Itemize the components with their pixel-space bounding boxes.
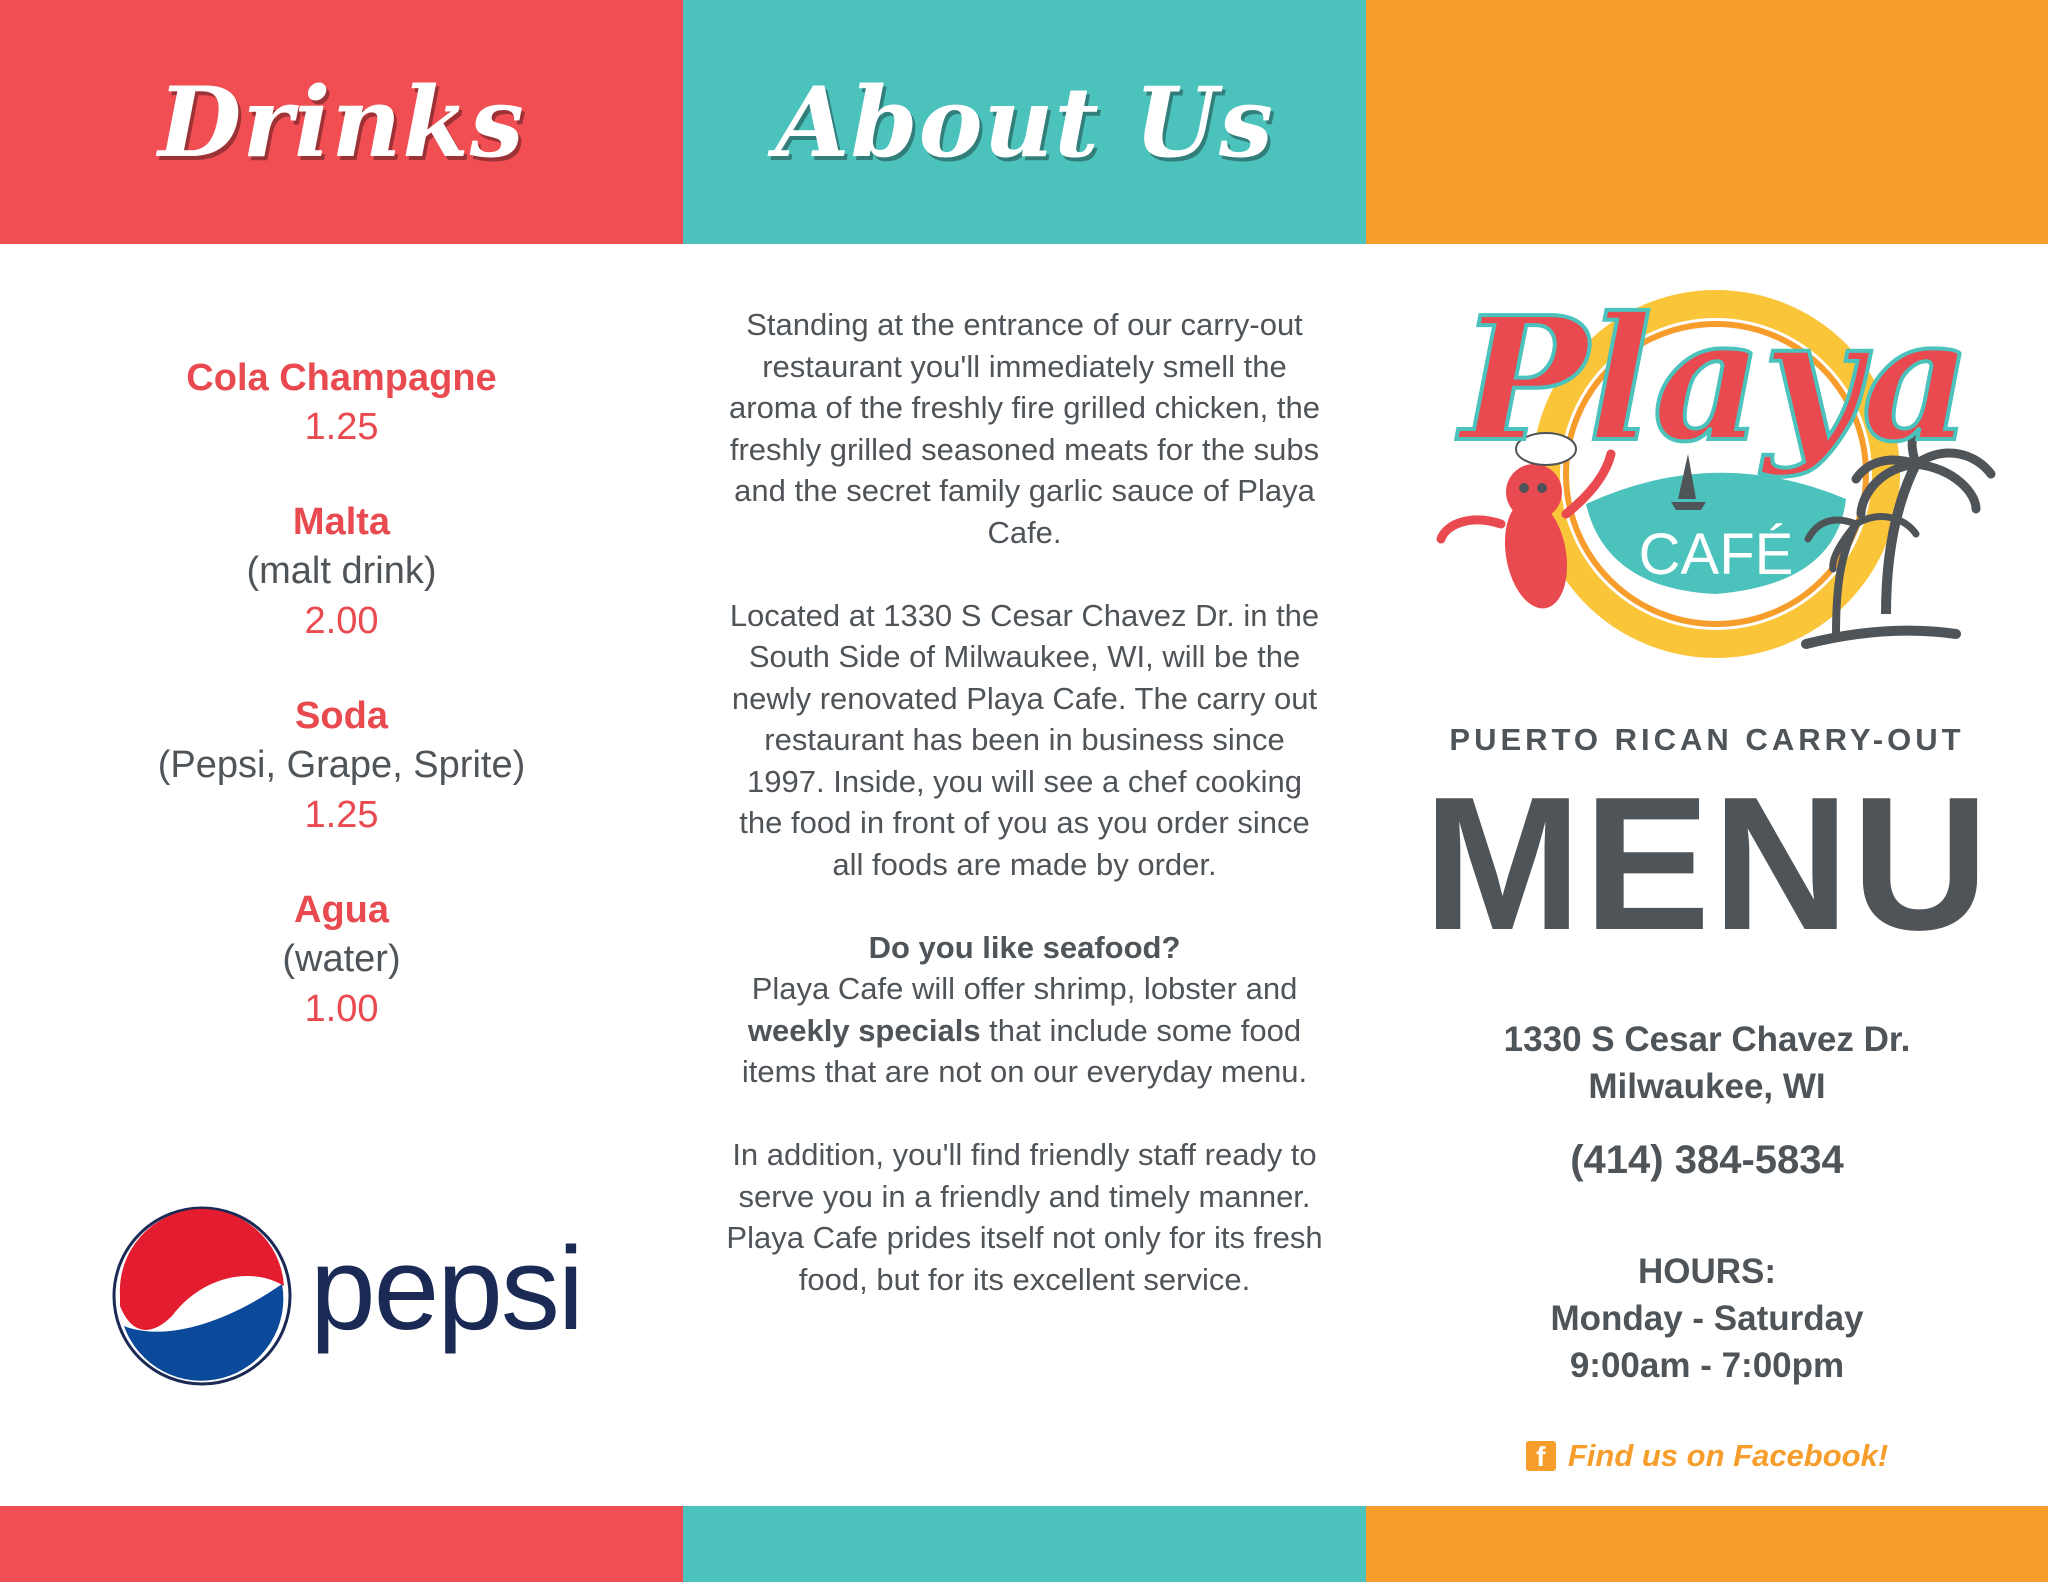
drink-price: 1.25 (304, 794, 379, 836)
drink-item (0, 692, 683, 840)
about-paragraph-4: In addition, you'll find friendly staff ready to serve you in a friendly and timely manner. Playa Cafe prides itself not only for its fresh food, but for its excellent service. (726, 1137, 1323, 1297)
drink-item (0, 886, 683, 1034)
drink-price: 1.25 (304, 406, 379, 448)
blank-orange-header (1366, 0, 2048, 244)
pepsi-logo (112, 1206, 612, 1386)
drink-note: (malt drink) (246, 550, 437, 592)
tagline: PUERTO RICAN CARRY-OUT (1449, 722, 1965, 757)
pepsi-wordmark: pepsi (310, 1223, 583, 1355)
hours-days: Monday - Saturday (1550, 1299, 1864, 1338)
facebook-link[interactable] (1366, 1438, 2048, 1474)
logo-cafe-text: CAFÉ (1638, 522, 1794, 587)
drink-note: (water) (282, 938, 401, 980)
facebook-text: Find us on Facebook! (1567, 1438, 1889, 1473)
drink-name: Agua (294, 889, 389, 931)
drink-name: Soda (295, 695, 388, 737)
seafood-question: Do you like seafood? (868, 929, 1181, 965)
drink-price: 1.00 (304, 988, 379, 1030)
about-paragraph-1: Standing at the entrance of our carry-out restaurant you'll immediately smell the aroma of the freshly fire grilled chicken, the freshly grilled seasoned meats for the subs and the secret family garlic sauce of Playa Cafe. (729, 307, 1320, 550)
address-line-1: 1330 S Cesar Chavez Dr. (1503, 1020, 1911, 1059)
hours (1366, 1248, 2048, 1389)
seafood-text-b: that include some food items that are not on our everyday menu. (741, 1012, 1308, 1089)
facebook-icon: f (1526, 1441, 1556, 1471)
drink-name: Cola Champagne (186, 357, 497, 399)
weekly-specials-text: weekly specials (747, 1012, 981, 1048)
drinks-title: Drinks (158, 65, 525, 179)
drink-item (0, 354, 683, 452)
brand-column (1366, 244, 2048, 1506)
drink-item (0, 498, 683, 646)
about-paragraph-3 (723, 927, 1326, 1093)
hours-time: 9:00am - 7:00pm (1569, 1346, 1845, 1385)
drink-note: (Pepsi, Grape, Sprite) (157, 744, 526, 786)
menu-heading: MENU (1423, 758, 1991, 970)
address-line-2: Milwaukee, WI (1588, 1067, 1826, 1106)
bottom-color-band (0, 1506, 2048, 1582)
drink-name: Malta (292, 501, 391, 543)
about-column (683, 244, 1366, 1506)
drink-list (0, 354, 683, 1080)
playa-cafe-logo (1416, 274, 2016, 694)
about-title: About Us (775, 65, 1274, 179)
logo-playa-text: Playa (1460, 280, 1972, 480)
top-color-band (0, 0, 2048, 244)
bottom-band-teal (683, 1506, 1366, 1582)
about-header (683, 0, 1366, 244)
bottom-band-red (0, 1506, 683, 1582)
seafood-text-a: Playa Cafe will offer shrimp, lobster and (751, 971, 1298, 1006)
about-text (723, 304, 1326, 1342)
address (1366, 1016, 2048, 1110)
about-paragraph-2: Located at 1330 S Cesar Chavez Dr. in the South Side of Milwaukee, WI, will be the newly renovated Playa Cafe. The carry out restaurant has been in business since 1997. Inside, you will see a chef cooking the food in front of you as you order since all foods are made by order. (729, 597, 1320, 882)
hours-label: HOURS: (1637, 1252, 1777, 1291)
drinks-column (0, 244, 683, 1506)
drink-price: 2.00 (304, 600, 379, 642)
phone-number: (414) 384-5834 (1570, 1138, 1844, 1182)
pepsi-globe-icon (112, 1206, 292, 1386)
bottom-band-orange (1366, 1506, 2048, 1582)
drinks-header (0, 0, 683, 244)
